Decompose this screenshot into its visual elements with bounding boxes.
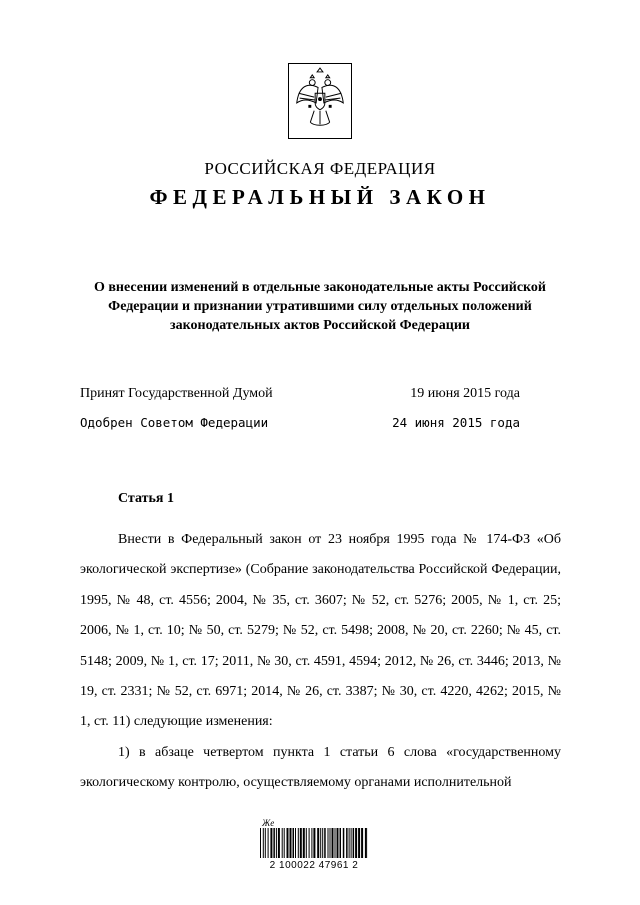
barcode-bar (343, 828, 345, 858)
article-body (80, 525, 561, 799)
barcode-bar (346, 828, 348, 858)
barcode-bar (365, 828, 367, 858)
barcode-bar (335, 828, 336, 858)
registration-mark: Же (262, 818, 275, 828)
barcode-bar (332, 828, 334, 858)
barcode-bar (284, 828, 285, 858)
barcode-bar (351, 828, 352, 858)
barcode-bar (317, 828, 319, 858)
barcode-bar (287, 828, 289, 858)
barcode-bar (322, 828, 323, 858)
barcode-bar (293, 828, 295, 858)
law-title: О внесении изменений в отдельные законодательные акты Российской Федерации и признании утратившими силу отдельных положений законодательных актов Российской Федерации (93, 280, 546, 333)
adoption-row-federation-council (80, 415, 530, 430)
barcode-bar (270, 828, 272, 858)
article-paragraph: 1) в абзаце четвертом пункта 1 статьи 6 слова «государственному экологическому контролю, осуществляемому органами исполнительной (80, 744, 561, 791)
barcode-bar (358, 828, 360, 858)
barcode-bar (353, 828, 355, 858)
barcode-bar (290, 828, 292, 858)
barcode-bar (311, 828, 312, 858)
barcode-bar (298, 828, 299, 858)
country-name: РОССИЙСКАЯ ФЕДЕРАЦИЯ (204, 159, 436, 178)
barcode-bar (340, 828, 342, 858)
barcode-bar (282, 828, 283, 858)
barcode-bar (313, 828, 315, 858)
barcode-bar (278, 828, 280, 858)
barcode-bar (263, 828, 264, 858)
barcode-number: 2 100022 47961 2 (269, 860, 359, 871)
barcode-bar (330, 828, 331, 858)
barcode-bar (295, 828, 296, 858)
barcode-bar (361, 828, 363, 858)
barcode-bar (265, 828, 266, 858)
article-heading: Статья 1 (118, 491, 174, 506)
barcode (254, 818, 374, 878)
barcode-bar (303, 828, 305, 858)
barcode-bar (324, 828, 326, 858)
barcode-bar (349, 828, 350, 858)
barcode-bar (306, 828, 307, 858)
barcode-bar (328, 828, 329, 858)
barcode-bar (276, 828, 277, 858)
barcode-bar (273, 828, 275, 858)
barcode-bar (260, 828, 261, 858)
barcode-icon (260, 828, 368, 858)
coat-of-arms-icon (288, 63, 352, 139)
adoption-label: Принят Государственной Думой (80, 386, 273, 401)
adoption-row-duma (80, 386, 530, 402)
article-paragraph: Внести в Федеральный закон от 23 ноября 1995 года № 174-ФЗ «Об экологической экспертизе» (Собрание законодательства Российской Федерации, 1995, № 48, ст. 4556; 2004, № 35, ст. 3607; № 52, ст. 5276; 2005, № 1, ст. 25; 2006, № 1, ст. 10; № 50, ст. 5279; № 52, ст. 5498; 2008, № 20, ст. 2260; № 45, ст. 5148; 2009, № 1, ст. 17; 2011, № 30, ст. 4591, 4594; 2012, № 26, ст. 3446; 2013, № 19, ст. 2331; № 52, ст. 6971; 2014, № 26, ст. 3387; № 30, ст. 4220, 4262; 2015, № 1, ст. 11) следующие изменения: (80, 532, 561, 730)
barcode-bar (309, 828, 310, 858)
adoption-date: 19 июня 2015 года (410, 386, 520, 401)
law-type: ФЕДЕРАЛЬНЫЙ ЗАКОН (149, 185, 491, 209)
adoption-date: 24 июня 2015 года (392, 415, 520, 430)
adoption-label: Одобрен Советом Федерации (80, 415, 269, 430)
double-headed-eagle-icon (289, 64, 351, 138)
barcode-bar (320, 828, 321, 858)
barcode-bar (337, 828, 339, 858)
barcode-bar (300, 828, 302, 858)
barcode-bar (268, 828, 269, 858)
barcode-bar (355, 828, 357, 858)
